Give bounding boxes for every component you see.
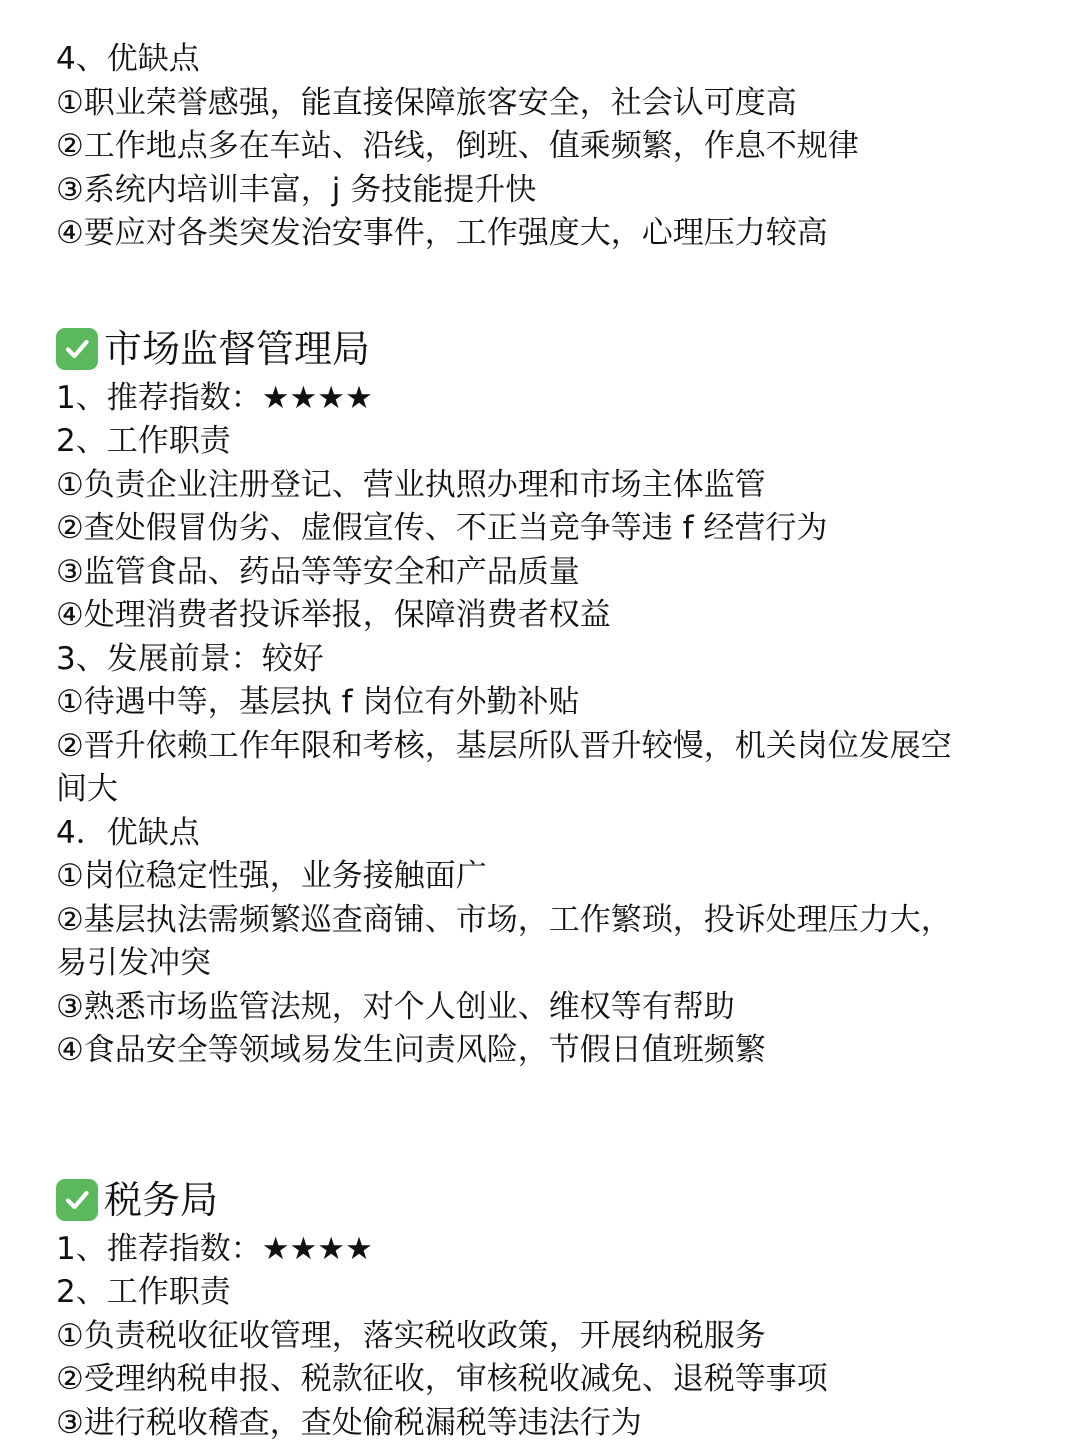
text-line: 1、推荐指数：★★★★ [56, 377, 1016, 421]
section-market-supervision [56, 321, 1016, 1073]
text-line: 4、优缺点 [56, 38, 1016, 82]
text-line: 易引发冲突 [56, 942, 1016, 986]
text-line: ④要应对各类突发治安事件，工作强度大，心理压力较高 [56, 212, 1016, 256]
text-line: 间大 [56, 768, 1016, 812]
text-line: 1、推荐指数：★★★★ [56, 1228, 1016, 1272]
document-page [56, 38, 1016, 1445]
section-title: 税务局 [104, 1172, 218, 1228]
text-line: 3、发展前景：较好 [56, 638, 1016, 682]
check-mark-icon [56, 328, 98, 370]
text-line: ①岗位稳定性强，业务接触面广 [56, 855, 1016, 899]
section-tax-bureau [56, 1172, 1016, 1445]
text-line: ②基层执法需频繁巡查商铺、市场，工作繁琐，投诉处理压力大， [56, 899, 1016, 943]
text-line: 2、工作职责 [56, 1271, 1016, 1315]
text-line: ③熟悉市场监管法规，对个人创业、维权等有帮助 [56, 986, 1016, 1030]
text-line: ②查处假冒伪劣、虚假宣传、不正当竞争等违 f 经营行为 [56, 507, 1016, 551]
text-line: ③监管食品、药品等等安全和产品质量 [56, 551, 1016, 595]
section-previous [56, 38, 1016, 256]
text-line: ④食品安全等领域易发生问责风险，节假日值班频繁 [56, 1029, 1016, 1073]
section-heading [56, 321, 1016, 377]
text-line: ①职业荣誉感强，能直接保障旅客安全，社会认可度高 [56, 82, 1016, 126]
section-title: 市场监督管理局 [104, 321, 370, 377]
section-heading [56, 1172, 1016, 1228]
text-line: ①负责企业注册登记、营业执照办理和市场主体监管 [56, 464, 1016, 508]
text-line: ②晋升依赖工作年限和考核，基层所队晋升较慢，机关岗位发展空 [56, 725, 1016, 769]
section-spacer [56, 1073, 1016, 1172]
text-line: ④处理消费者投诉举报，保障消费者权益 [56, 594, 1016, 638]
text-line: ②工作地点多在车站、沿线，倒班、值乘频繁，作息不规律 [56, 125, 1016, 169]
check-mark-icon [56, 1179, 98, 1221]
text-line: ②受理纳税申报、税款征收，审核税收减免、退税等事项 [56, 1358, 1016, 1402]
text-line: 2、工作职责 [56, 420, 1016, 464]
text-line: 4．优缺点 [56, 812, 1016, 856]
section-spacer [56, 256, 1016, 321]
text-line: ③进行税收稽查，查处偷税漏税等违法行为 [56, 1402, 1016, 1445]
text-line: ③系统内培训丰富，j 务技能提升快 [56, 169, 1016, 213]
text-line: ①待遇中等，基层执 f 岗位有外勤补贴 [56, 681, 1016, 725]
text-line: ①负责税收征收管理，落实税收政策，开展纳税服务 [56, 1315, 1016, 1359]
